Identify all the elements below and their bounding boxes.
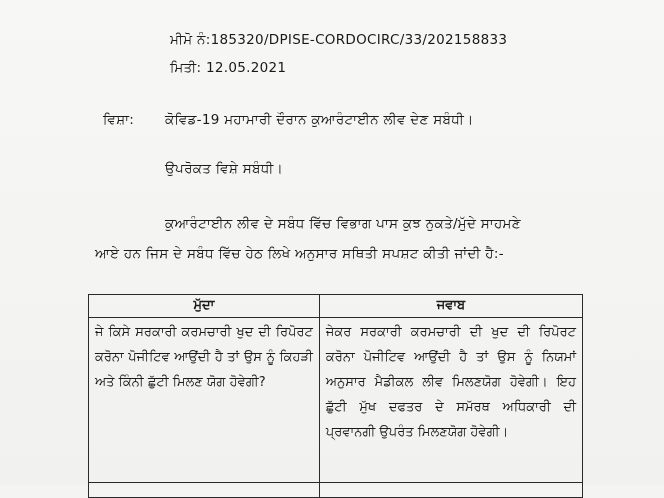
issue-text: ਜੇ ਕਿਸੇ ਸਰਕਾਰੀ ਕਰਮਚਾਰੀ ਖੁਦ ਦੀ ਰਿਪੋਰਟ ਕਰੋਨਾ ਪੋਜੀਟਿਵ ਆਉਂਦੀ ਹੈ ਤਾਂ ਉਸ ਨੂੰ ਕਿਹੜੀ ਅਤੇ ਕਿੰਨੀ ਛੁੱਟੀ ਮਿਲਣ ਯੋਗ ਹੋਵੇਗੀ? — [95, 325, 313, 390]
issue-column-header: ਮੁੱਦਾ — [89, 295, 320, 318]
answer-column-header: ਜਵਾਬ — [319, 295, 582, 318]
subject-label: ਵਿਸ਼ਾ: — [103, 112, 135, 128]
answer-cell — [319, 318, 582, 483]
reference-line: ਉਪਰੋਕਤ ਵਿਸ਼ੇ ਸਬੰਧੀ। — [165, 161, 284, 177]
issue-answer-table — [88, 294, 583, 498]
paragraph-line-1: ਕੁਆਰੰਟਾਈਨ ਲੀਵ ਦੇ ਸਬੰਧ ਵਿੱਚ ਵਿਭਾਗ ਪਾਸ ਕੁਝ ਨੁਕਤੇ/ਮੁੱਦੇ ਸਾਹਮਣੇ — [165, 216, 521, 232]
table-header-row — [89, 295, 583, 318]
memo-date: ਮਿਤੀ: 12.05.2021 — [170, 60, 287, 76]
issue-cell — [89, 318, 320, 483]
paragraph-line-2: ਆਏ ਹਨ ਜਿਸ ਦੇ ਸਬੰਧ ਵਿੱਚ ਹੇਠ ਲਿਖੇ ਅਨੁਸਾਰ ਸਥਿਤੀ ਸਪਸ਼ਟ ਕੀਤੀ ਜਾਂਦੀ ਹੈ:- — [95, 246, 504, 262]
answer-text: ਜੇਕਰ ਸਰਕਾਰੀ ਕਰਮਚਾਰੀ ਦੀ ਖੁਦ ਦੀ ਰਿਪੋਰਟ ਕਰੋਨਾ ਪੋਜੀਟਿਵ ਆਉਂਦੀ ਹੈ ਤਾਂ ਉਸ ਨੂੰ ਨਿਯਮਾਂ ਅਨੁਸਾਰ ਮੈਡੀਕਲ ਲੀਵ ਮਿਲਣਯੋਗ ਹੋਵੇਗੀ। ਇਹ ਛੁੱਟੀ ਮੁੱਖ ਦਫਤਰ ਦੇ ਸਮੱਰਥ ਅਧਿਕਾਰੀ ਦੀ ਪ੍ਰਵਾਨਗੀ ਉਪਰੰਤ ਮਿਲਣਯੋਗ ਹੋਵੇਗੀ। — [325, 325, 576, 440]
memo-number: ਮੀਮੋ ਨੰ:185320/DPISE-CORDOCIRC/33/202158833 — [170, 32, 508, 48]
table-row — [89, 318, 583, 483]
subject-text: ਕੋਵਿਡ-19 ਮਹਾਮਾਰੀ ਦੌਰਾਨ ਕੁਆਰੰਟਾਈਨ ਲੀਵ ਦੇਣ ਸਬੰਧੀ। — [165, 112, 474, 128]
